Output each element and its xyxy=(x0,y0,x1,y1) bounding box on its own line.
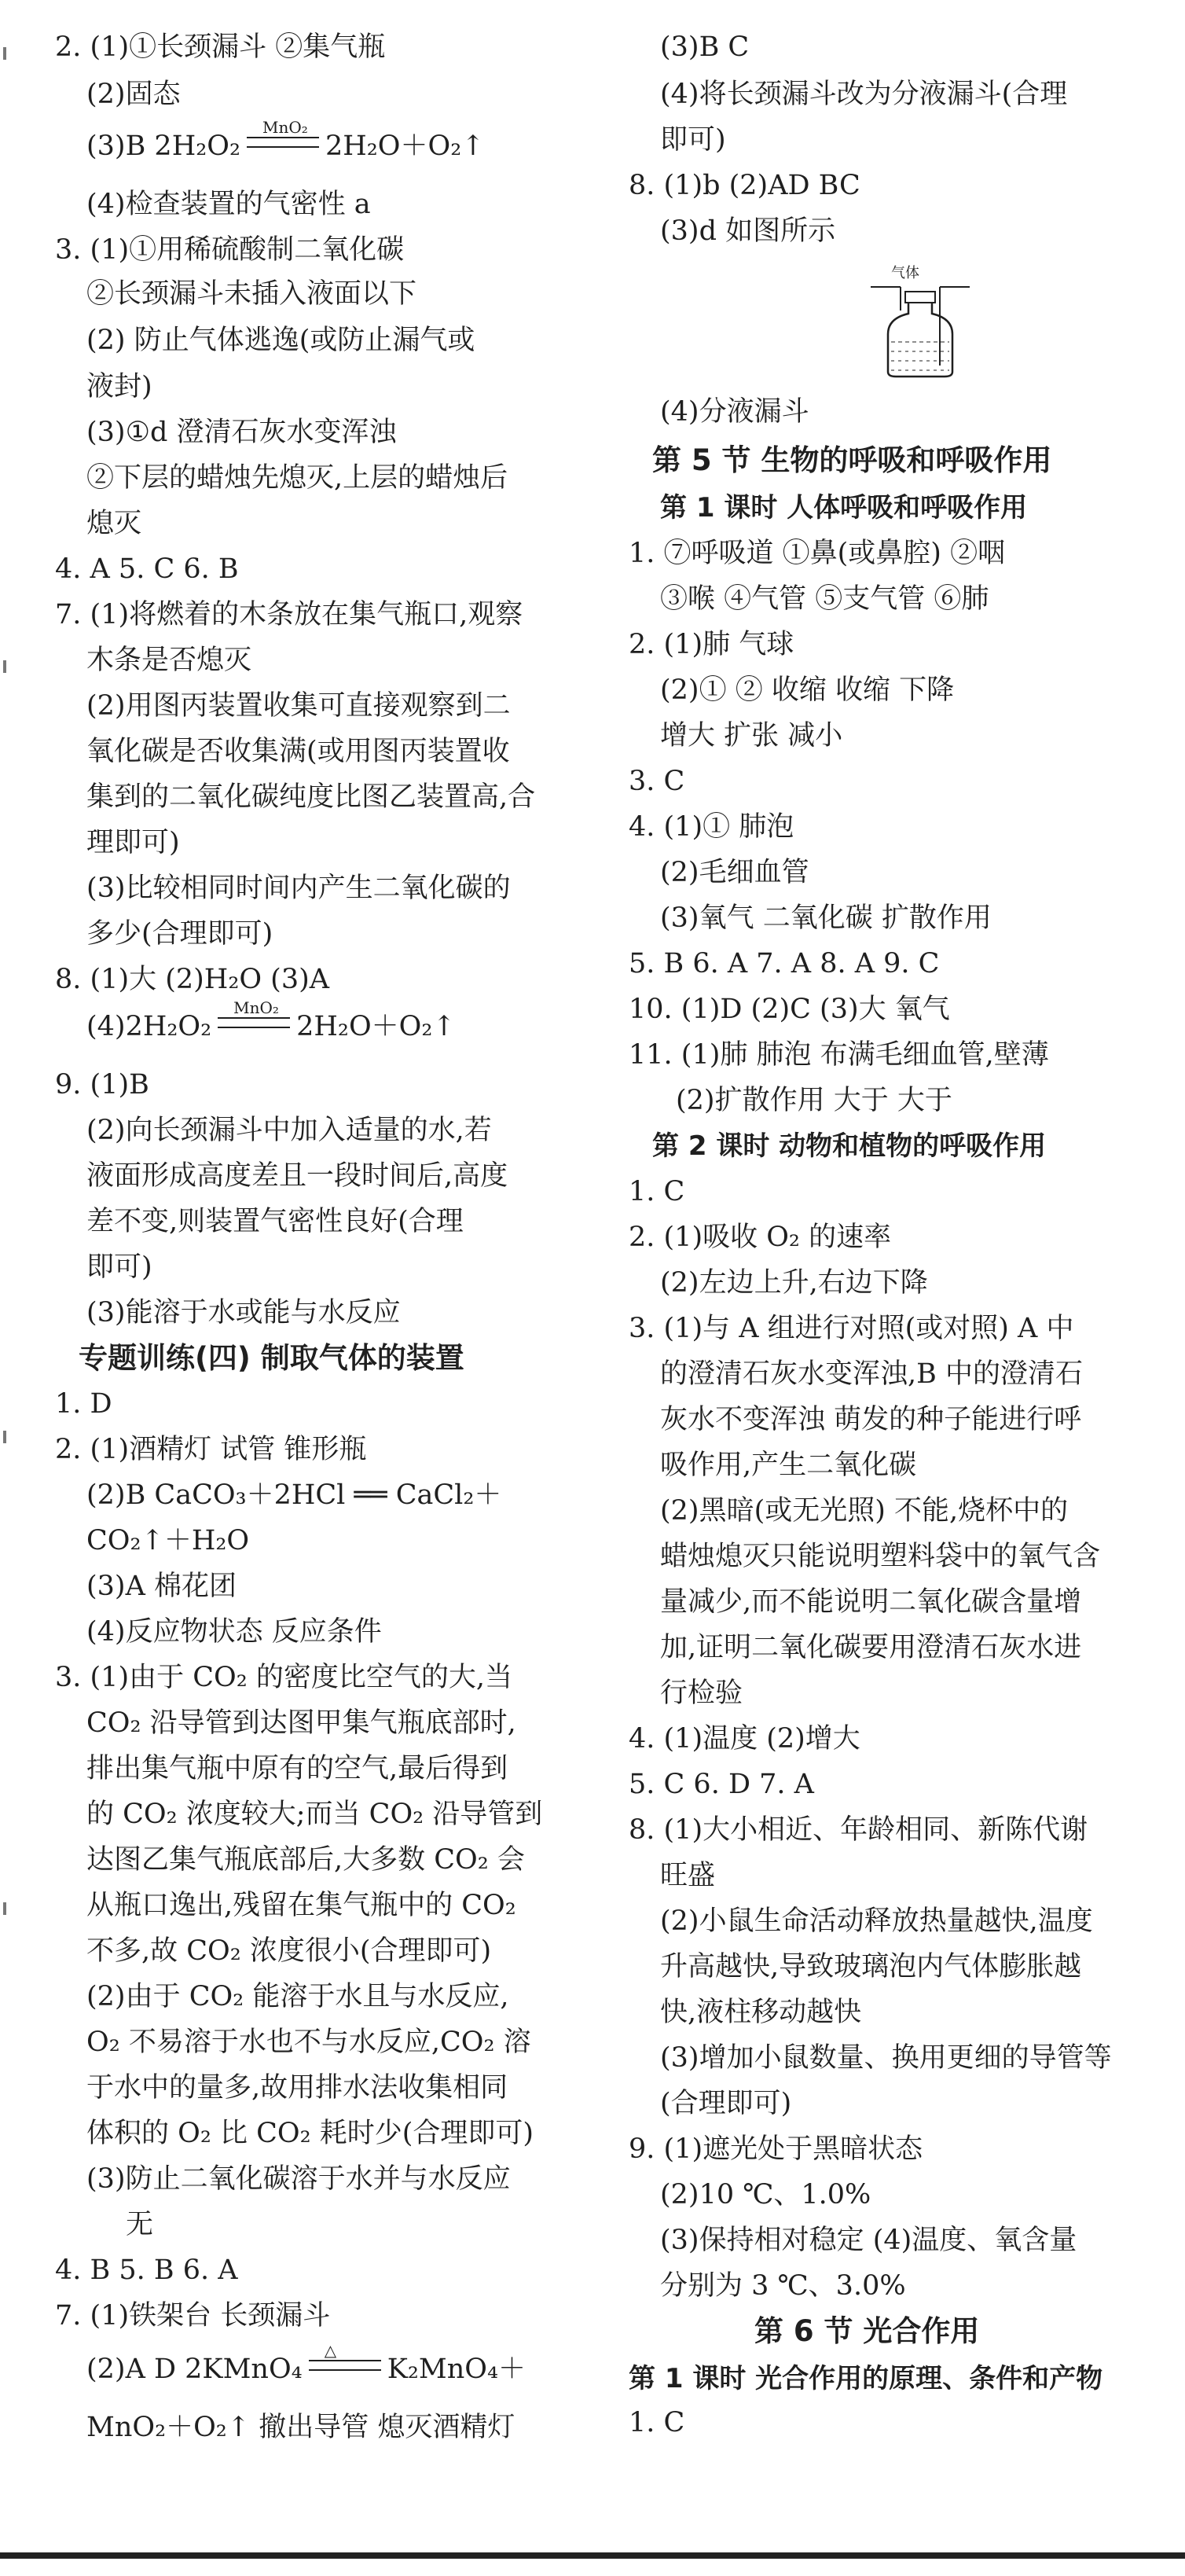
answer-line: 差不变,则装置气密性良好(合理 xyxy=(86,1206,464,1237)
reaction-condition: MnO₂ xyxy=(262,118,308,137)
answer-line: 9. (1)B xyxy=(55,1069,149,1101)
answer-line: (4)将长颈漏斗改为分液漏斗(合理 xyxy=(660,79,1068,110)
scan-mark xyxy=(3,1431,6,1443)
answer-line: 分别为 3 ℃、3.0% xyxy=(660,2270,906,2302)
answer-line: MnO₂＋O₂↑ 撤出导管 熄灭酒精灯 xyxy=(86,2412,515,2443)
answer-line: 排出集气瓶中原有的空气,最后得到 xyxy=(86,1753,508,1784)
section-heading: 第 5 节 生物的呼吸和呼吸作用 xyxy=(652,443,1052,477)
answer-line: 2. (1)肺 气球 xyxy=(629,629,794,660)
answer-line: (3)保持相对稳定 (4)温度、氧含量 xyxy=(660,2225,1077,2256)
answer-line: 即可) xyxy=(86,1251,152,1283)
answer-line: 3. (1)与 A 组进行对照(或对照) A 中 xyxy=(629,1313,1074,1344)
answer-line: (2)小鼠生命活动释放热量越快,温度 xyxy=(660,1905,1093,1937)
answer-line: 从瓶口逸出,残留在集气瓶中的 CO₂ xyxy=(86,1890,516,1921)
answer-line: 不多,故 CO₂ 浓度很小(合理即可) xyxy=(86,1935,492,1967)
answer-line: 旺盛 xyxy=(660,1860,716,1891)
answer-line: 1. C xyxy=(629,1176,685,1207)
answer-line: 的澄清石灰水变浑浊,B 中的澄清石 xyxy=(660,1358,1083,1390)
section-heading: 第 1 课时 人体呼吸和呼吸作用 xyxy=(660,492,1028,524)
answer-line: 4. (1)① 肺泡 xyxy=(629,811,794,843)
answer-line: 7. (1)将燃着的木条放在集气瓶口,观察 xyxy=(55,599,523,630)
section-heading: 第 6 节 光合作用 xyxy=(754,2314,980,2348)
answer-line: 11. (1)肺 肺泡 布满毛细血管,壁薄 xyxy=(629,1039,1049,1071)
equation-products: 2H₂O＋O₂↑ xyxy=(325,130,485,162)
answer-line: 10. (1)D (2)C (3)大 氧气 xyxy=(629,994,950,1025)
answer-line: 吸作用,产生二氧化碳 xyxy=(660,1450,917,1481)
answer-line: 快,液柱移动越快 xyxy=(660,1997,862,2028)
answer-line: ②下层的蜡烛先熄灭,上层的蜡烛后 xyxy=(86,462,508,494)
reaction-condition: △ xyxy=(324,2341,337,2360)
answer-line: 8. (1)大 (2)H₂O (3)A xyxy=(55,964,330,995)
answer-line: 多少(合理即可) xyxy=(86,918,273,950)
answer-line: 5. C 6. D 7. A xyxy=(629,1769,814,1800)
answer-line: 4. A 5. C 6. B xyxy=(55,553,239,585)
page-bottom-rule xyxy=(0,2552,1185,2559)
answer-line: 1. D xyxy=(55,1388,112,1420)
answer-line: 2. (1)①长颈漏斗 ②集气瓶 xyxy=(55,31,386,63)
reaction-arrow xyxy=(218,1017,290,1028)
equation-reactants: (3)B 2H₂O₂ xyxy=(86,130,240,162)
answer-line: 3. (1)①用稀硫酸制二氧化碳 xyxy=(55,234,405,266)
answer-line: 体积的 O₂ 比 CO₂ 耗时少(合理即可) xyxy=(86,2118,534,2149)
answer-line: (3)氧气 二氧化碳 扩散作用 xyxy=(660,902,992,934)
reaction-arrow xyxy=(247,137,319,148)
answer-line: (2)由于 CO₂ 能溶于水且与水反应, xyxy=(86,1981,509,2012)
answer-line: 2. (1)吸收 O₂ 的速率 xyxy=(629,1222,892,1253)
answer-line: 集到的二氧化碳纯度比图乙装置高,合 xyxy=(86,781,536,813)
answer-line: 行检验 xyxy=(660,1678,743,1709)
answer-line: O₂ 不易溶于水也不与水反应,CO₂ 溶 xyxy=(86,2027,531,2058)
answer-line: 蜡烛熄灭只能说明塑料袋中的氧气含 xyxy=(660,1541,1101,1572)
answer-line: 5. B 6. A 7. A 8. A 9. C xyxy=(629,948,940,979)
answer-line: 达图乙集气瓶底部后,大多数 CO₂ 会 xyxy=(86,1844,525,1876)
answer-line: (2)毛细血管 xyxy=(660,857,809,888)
answer-line: ③喉 ④气管 ⑤支气管 ⑥肺 xyxy=(660,583,989,615)
answer-line: 4. (1)温度 (2)增大 xyxy=(629,1723,860,1755)
section-heading: 第 2 课时 动物和植物的呼吸作用 xyxy=(652,1130,1047,1162)
answer-line: 9. (1)遮光处于黑暗状态 xyxy=(629,2133,923,2165)
answer-line: 于水中的量多,故用排水法收集相同 xyxy=(86,2072,508,2104)
answer-line: 7. (1)铁架台 长颈漏斗 xyxy=(55,2300,331,2332)
scan-mark xyxy=(3,1902,6,1915)
answer-line: 8. (1)b (2)AD BC xyxy=(629,170,860,201)
equation-reactants: (4)2H₂O₂ xyxy=(86,1011,212,1042)
answer-line: 升高越快,导致玻璃泡内气体膨胀越 xyxy=(660,1951,1082,1983)
answer-line: 无 xyxy=(126,2209,154,2240)
answer-line: (3)B C xyxy=(660,31,750,63)
answer-line: 1. ⑦呼吸道 ①鼻(或鼻腔) ②咽 xyxy=(629,538,1006,569)
reaction-condition: MnO₂ xyxy=(233,998,279,1017)
answer-line: 4. B 5. B 6. A xyxy=(55,2254,238,2286)
answer-line: 理即可) xyxy=(86,827,180,858)
answer-line: ②长颈漏斗未插入液面以下 xyxy=(86,278,417,310)
answer-line: 液面形成高度差且一段时间后,高度 xyxy=(86,1160,508,1192)
answer-line: 木条是否熄灭 xyxy=(86,645,252,676)
answer-line: (4)分液漏斗 xyxy=(660,396,809,428)
section-heading: 专题训练(四) 制取气体的装置 xyxy=(79,1341,464,1375)
answer-line: 8. (1)大小相近、年龄相同、新陈代谢 xyxy=(629,1814,1088,1846)
section-heading: 第 1 课时 光合作用的原理、条件和产物 xyxy=(629,2363,1103,2394)
answer-line: (2)向长颈漏斗中加入适量的水,若 xyxy=(86,1115,492,1146)
answer-line: (2) 防止气体逃逸(或防止漏气或 xyxy=(86,325,475,356)
answer-line: (2)左边上升,右边下降 xyxy=(660,1267,928,1299)
answer-line: (4)检查装置的气密性 a xyxy=(86,189,371,220)
answer-line: (4)反应物状态 反应条件 xyxy=(86,1616,382,1648)
answer-line: 灰水不变浑浊 萌发的种子能进行呼 xyxy=(660,1404,1082,1435)
answer-line: (2)① ② 收缩 收缩 下降 xyxy=(660,674,955,706)
equation-products: 2H₂O＋O₂↑ xyxy=(296,1011,456,1042)
answer-line: 量减少,而不能说明二氧化碳含量增 xyxy=(660,1586,1082,1618)
scan-mark xyxy=(3,660,6,673)
answer-line: 1. C xyxy=(629,2407,685,2438)
answer-line: (3)增加小鼠数量、换用更细的导管等 xyxy=(660,2042,1112,2074)
answer-line: 氧化碳是否收集满(或用图丙装置收 xyxy=(86,736,510,767)
answer-line: CO₂ 沿导管到达图甲集气瓶底部时, xyxy=(86,1707,516,1739)
answer-line: (3)①d 澄清石灰水变浑浊 xyxy=(86,417,397,448)
equation-reactants: (2)A D 2KMnO₄ xyxy=(86,2354,303,2385)
answer-line: (2)固态 xyxy=(86,79,181,110)
answer-line: 的 CO₂ 浓度较大;而当 CO₂ 沿导管到 xyxy=(86,1799,543,1830)
equation-products: K₂MnO₄＋ xyxy=(387,2354,526,2385)
answer-line: (2)用图丙装置收集可直接观察到二 xyxy=(86,690,511,722)
answer-line: (3)防止二氧化碳溶于水并与水反应 xyxy=(86,2163,511,2195)
answer-line: (合理即可) xyxy=(660,2088,792,2119)
reaction-arrow xyxy=(309,2360,381,2371)
answer-line: 增大 扩张 减小 xyxy=(660,720,843,751)
gas-bottle-figure xyxy=(864,263,990,381)
answer-line: (2)B CaCO₃＋2HCl ══ CaCl₂＋ xyxy=(86,1479,502,1511)
answer-line: 3. (1)由于 CO₂ 的密度比空气的大,当 xyxy=(55,1662,512,1693)
answer-line: 加,证明二氧化碳要用澄清石灰水进 xyxy=(660,1632,1082,1663)
answer-line: (2)扩散作用 大于 大于 xyxy=(676,1085,952,1116)
bottle xyxy=(888,303,952,377)
answer-line: (2)10 ℃、1.0% xyxy=(660,2179,871,2210)
answer-line: (2)黑暗(或无光照) 不能,烧杯中的 xyxy=(660,1495,1069,1527)
answer-line: 2. (1)酒精灯 试管 锥形瓶 xyxy=(55,1434,367,1465)
answer-line: (3)能溶于水或能与水反应 xyxy=(86,1297,401,1328)
answer-line: 即可) xyxy=(660,124,726,156)
answer-line: CO₂↑＋H₂O xyxy=(86,1525,250,1556)
answer-line: 3. C xyxy=(629,766,685,797)
answer-line: (3)比较相同时间内产生二氧化碳的 xyxy=(86,873,511,904)
scan-mark xyxy=(3,47,6,60)
stopper xyxy=(905,292,935,303)
figure-label: 气体 xyxy=(891,265,919,281)
answer-line: (3)A 棉花团 xyxy=(86,1571,237,1602)
answer-line: (3)d 如图所示 xyxy=(660,215,836,247)
answer-line: 液封) xyxy=(86,371,152,402)
answer-line: 熄灭 xyxy=(86,508,142,539)
